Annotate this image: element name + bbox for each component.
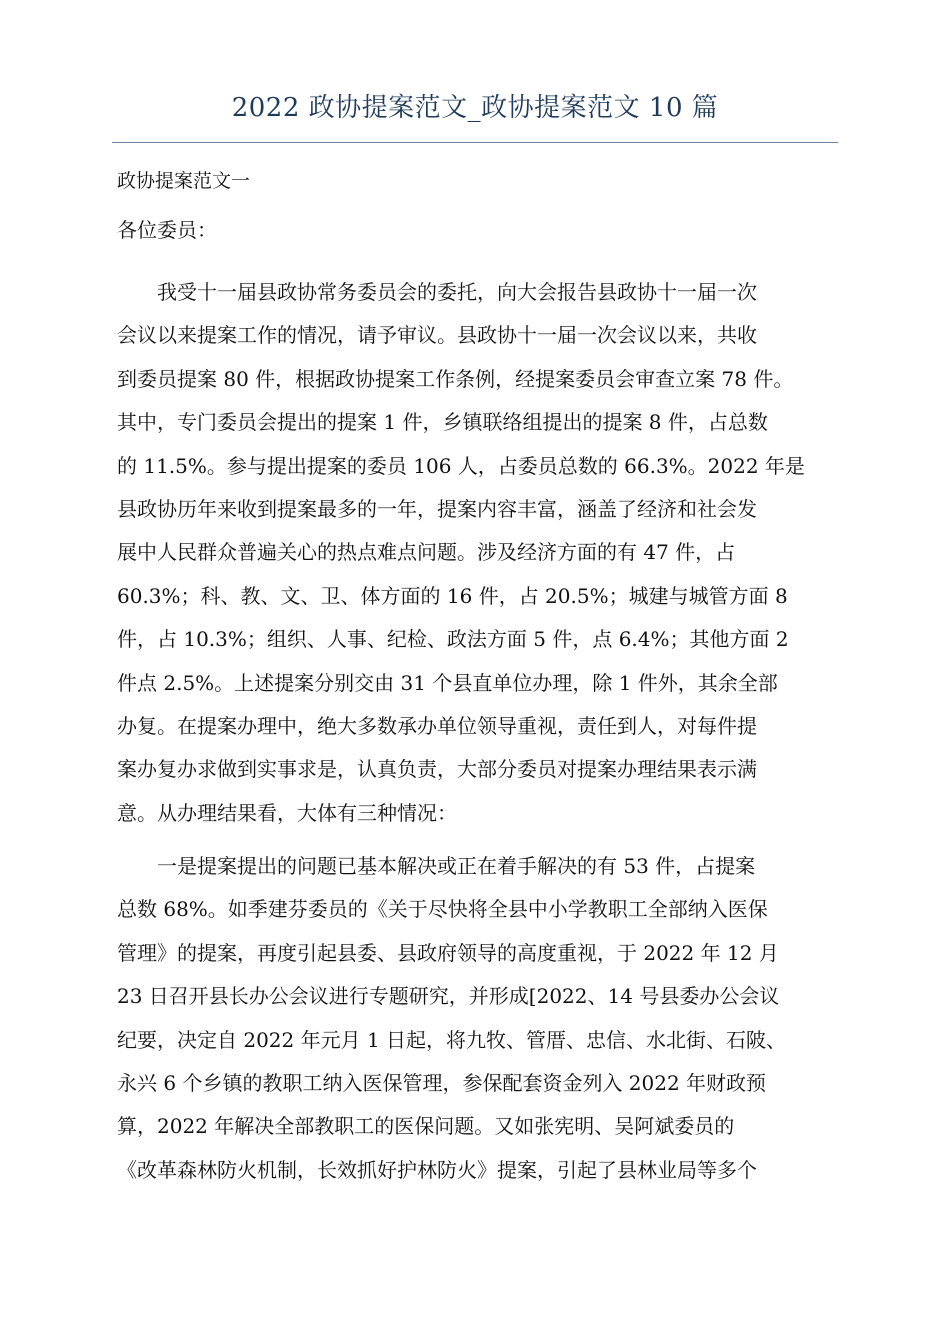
text-line: 算，2022 年解决全部教职工的医保问题。又如张宪明、吴阿斌委员的 xyxy=(117,1114,735,1139)
text-line: 意。从办理结果看，大体有三种情况： xyxy=(117,800,457,825)
paragraph-2 xyxy=(117,845,843,1192)
text-line: 一是提案提出的问题已基本解决或正在着手解决的有 53 件，占提案 xyxy=(117,854,756,878)
section-heading: 政协提案范文一 xyxy=(117,170,251,192)
text-line: 的 11.5%。参与提出提案的委员 106 人，占委员总数的 66.3%。2022 年是 xyxy=(117,453,805,478)
text-line: 县政协历年来收到提案最多的一年，提案内容丰富，涵盖了经济和社会发 xyxy=(117,496,757,521)
text-line: 件点 2.5%。上述提案分别交由 31 个县直单位办理，除 1 件外，其余全部 xyxy=(117,670,778,695)
text-line: 《改革森林防火机制，长效抓好护林防火》提案，引起了县林业局等多个 xyxy=(117,1157,757,1182)
text-line: 60.3%；科、教、文、卫、体方面的 16 件，占 20.5%；城建与城管方面 8 xyxy=(117,583,788,608)
paragraph-1 xyxy=(117,271,843,835)
title-divider xyxy=(112,142,838,143)
text-line: 永兴 6 个乡镇的教职工纳入医保管理，参保配套资金列入 2022 年财政预 xyxy=(117,1070,767,1095)
text-line: 纪要，决定自 2022 年元月 1 日起，将九牧、管厝、忠信、水北街、石陂、 xyxy=(117,1027,787,1052)
text-line: 其中，专门委员会提出的提案 1 件，乡镇联络组提出的提案 8 件，占总数 xyxy=(117,410,768,435)
text-line: 总数 68%。如季建芬委员的《关于尽快将全县中小学教职工全部纳入医保 xyxy=(117,897,768,922)
text-line: 展中人民群众普遍关心的热点难点问题。涉及经济方面的有 47 件，占 xyxy=(117,540,736,565)
text-line: 件，占 10.3%；组织、人事、纪检、政法方面 5 件，点 6.4%；其他方面 2 xyxy=(117,627,789,652)
document-title: 2022 政协提案范文_政协提案范文 10 篇 xyxy=(231,93,719,123)
text-line: 案办复办求做到实事求是，认真负责，大部分委员对提案办理结果表示满 xyxy=(117,757,757,782)
salutation: 各位委员： xyxy=(117,218,217,242)
text-line: 我受十一届县政协常务委员会的委托，向大会报告县政协十一届一次 xyxy=(117,280,757,304)
text-line: 办复。在提案办理中，绝大多数承办单位领导重视，责任到人，对每件提 xyxy=(117,713,757,738)
text-line: 会议以来提案工作的情况，请予审议。县政协十一届一次会议以来，共收 xyxy=(117,323,757,348)
text-line: 23 日召开县长办公会议进行专题研究，并形成[2022、14 号县委办公会议 xyxy=(117,984,780,1009)
text-line: 到委员提案 80 件，根据政协提案工作条例，经提案委员会审查立案 78 件。 xyxy=(117,366,794,391)
text-line: 管理》的提案，再度引起县委、县政府领导的高度重视，于 2022 年 12 月 xyxy=(117,940,779,965)
